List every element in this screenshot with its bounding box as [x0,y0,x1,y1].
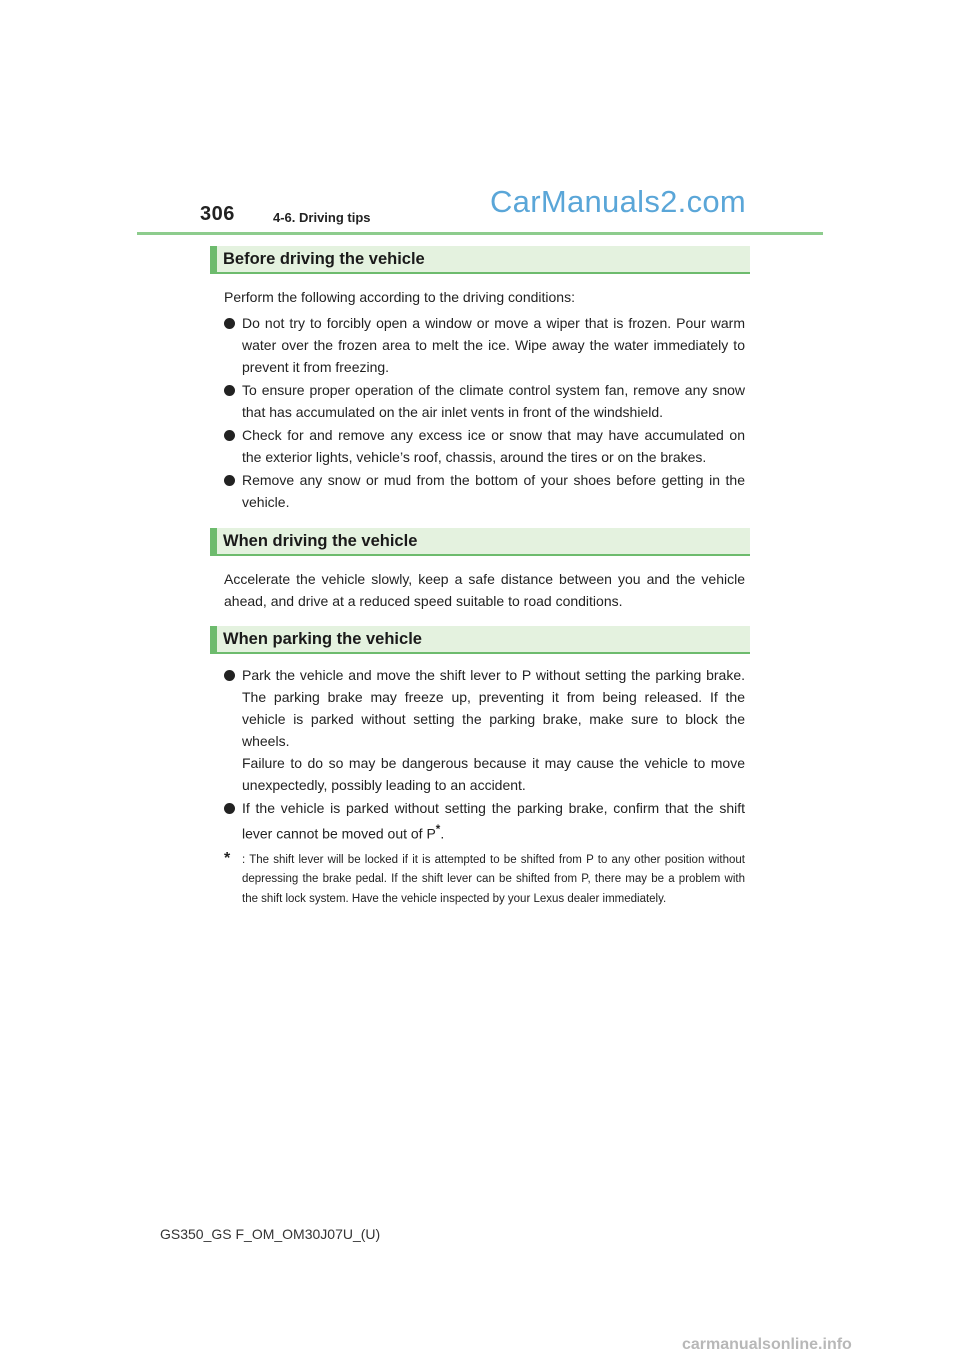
list-item: Check for and remove any excess ice or snow that may have accumulated on the exterior lights, vehicle’s roof, chassis, around the tires or on the brakes. [224,424,745,468]
bullet-icon [224,670,235,681]
bullet-icon [224,385,235,396]
section-intro: Perform the following according to the driving conditions: [224,289,575,305]
bullet-icon [224,430,235,441]
bullet-icon [224,803,235,814]
bullet-icon [224,318,235,329]
list-item: Remove any snow or mud from the bottom of your shoes before getting in the vehicle. [224,469,745,513]
section-heading-before-driving: Before driving the vehicle [210,246,750,274]
list-item: Park the vehicle and move the shift lever to P without setting the parking brake. The parking brake may freeze up, preventing it from being released. If the vehicle is parked without setting the parking brake, make sure to block the wheels. Failure to do so may be dangerous because it may cause the vehicle to move unexpectedly, possibly leading to an accident. [224,664,745,796]
page-content [210,246,750,909]
bullet-list [224,312,745,513]
section-heading-when-parking: When parking the vehicle [210,626,750,654]
footnote-reference: * [435,823,441,836]
watermark-footer[interactable]: carmanualsonline.info [682,1336,852,1353]
list-item: Do not try to forcibly open a window or move a wiper that is frozen. Pour warm water over the frozen area to melt the ice. Wipe away the water immediately to prevent it from freezing. [224,312,745,378]
bullet-list [224,664,745,845]
section-intro: Accelerate the vehicle slowly, keep a safe distance between you and the vehicle ahead, and drive at a reduced speed suitable to road conditions. [224,571,745,609]
list-item: To ensure proper operation of the climate control system fan, remove any snow that has accumulated on the air inlet vents in front of the windshield. [224,379,745,423]
section-label: 4-6. Driving tips [273,210,371,225]
footnote: * : The shift lever will be locked if it is attempted to be shifted from P to any other position without depressing the brake pedal. If the shift lever can be shifted from P, there may be a problem with the shift lock system. Have the vehicle inspected by your Lexus dealer immediately. [224,849,745,905]
watermark-logo[interactable]: CarManuals2.com [490,184,747,219]
bullet-icon [224,475,235,486]
header-divider [137,232,823,235]
page-number: 306 [200,203,235,225]
section-heading-when-driving: When driving the vehicle [210,528,750,556]
list-item: If the vehicle is parked without setting the parking brake, confirm that the shift lever cannot be moved out of P*. [224,797,745,845]
document-id: GS350_GS F_OM_OM30J07U_(U) [160,1226,381,1242]
footnote-mark: * [224,849,231,867]
